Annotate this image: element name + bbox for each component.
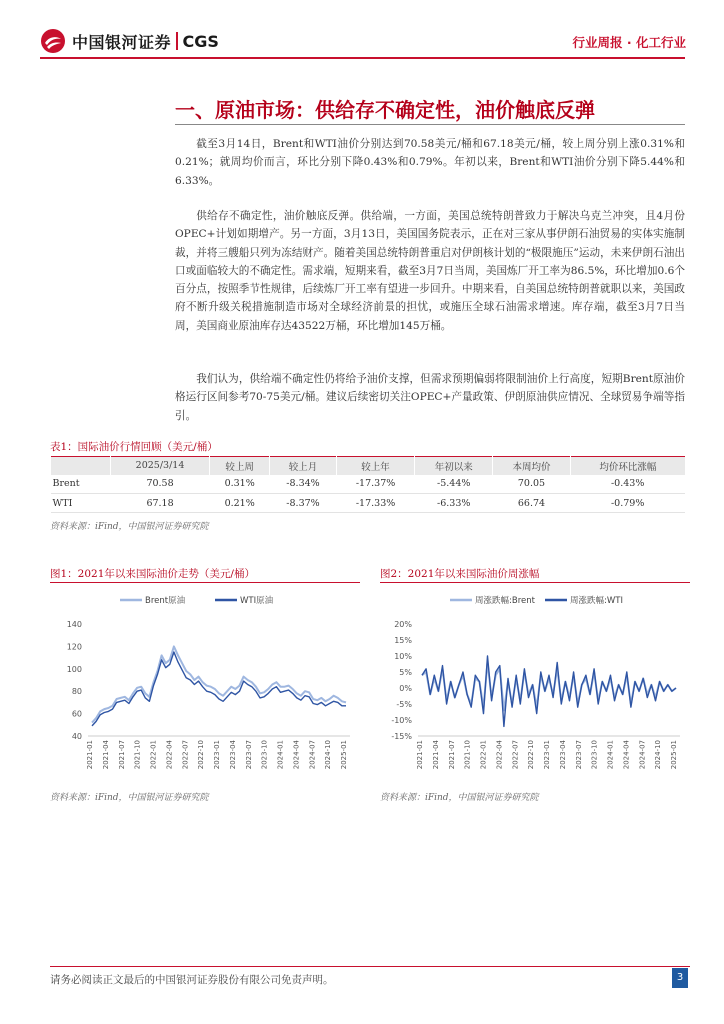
table-cell: -17.33% [336, 494, 415, 513]
figure1-legend-label: WTI原油 [240, 596, 274, 606]
figure2-y-tick-label: 15% [394, 636, 412, 645]
table-cell: -6.33% [415, 494, 493, 513]
figure2-y-tick-label: -15% [391, 732, 412, 741]
table-cell: -17.37% [336, 475, 415, 494]
figure2-legend-label: 周涨跌幅:WTI [570, 596, 623, 606]
figure2-x-tick-label: 2023-10 [590, 740, 599, 770]
oil-price-table [50, 456, 685, 513]
table-cell: 0.21% [210, 494, 270, 513]
figure1-x-tick-label: 2025-01 [340, 740, 348, 770]
header-divider [40, 57, 685, 59]
figure2-x-tick-label: 2022-10 [527, 740, 536, 770]
figure1-x-tick-label: 2023-01 [213, 740, 221, 770]
figure1-x-tick-label: 2021-07 [117, 740, 126, 770]
footer-disclaimer: 请务必阅读正文最后的中国银河证券股份有限公司免责声明。 [50, 974, 334, 986]
figure2-x-tick-label: 2024-07 [638, 740, 647, 770]
figure2-x-tick-label: 2021-07 [447, 740, 456, 770]
figure1-x-tick-label: 2023-04 [228, 740, 237, 770]
figure1-title: 图1：2021年以来国际油价走势（美元/桶） [50, 568, 255, 580]
table-cell: -0.79% [570, 494, 685, 513]
table-cell: Brent [51, 475, 111, 494]
brand-logo [40, 28, 219, 54]
figure1-y-tick-label: 80 [71, 687, 82, 697]
section-divider [175, 124, 685, 125]
figure2-chart [380, 588, 690, 788]
table-cell: -0.43% [570, 475, 685, 494]
table-cell: -8.34% [270, 475, 337, 494]
figure2-y-tick-label: -10% [391, 716, 412, 725]
figure1-divider [50, 582, 360, 583]
table-cell: 70.58 [111, 475, 210, 494]
figure2-x-tick-label: 2022-07 [511, 740, 520, 770]
figure1-x-tick-label: 2022-01 [149, 740, 158, 770]
figure1-x-tick-label: 2021-10 [133, 740, 142, 770]
figure2-x-tick-label: 2024-01 [606, 740, 615, 770]
table-cell: 67.18 [111, 494, 210, 513]
figure2-x-tick-label: 2024-04 [622, 740, 631, 770]
report-type: 行业周报 · 化工行业 [572, 35, 686, 50]
table-header-cell: 本周均价 [493, 457, 571, 475]
figure1-legend-label: Brent原油 [145, 596, 186, 606]
table-header-cell [51, 457, 111, 475]
table-cell: 0.31% [210, 475, 270, 494]
brand-name-en: CGS [182, 31, 219, 51]
figure1-x-tick-label: 2024-10 [324, 740, 333, 770]
figure2-y-tick-label: 20% [394, 620, 412, 629]
section-title: 一、原油市场：供给存不确定性，油价触底反弹 [175, 98, 595, 122]
figure2-source: 资料来源：iFind，中国银河证券研究院 [380, 793, 539, 803]
figure1-x-tick-label: 2024-01 [276, 740, 285, 770]
table-cell: -5.44% [415, 475, 493, 494]
table-header-cell: 较上月 [270, 457, 337, 475]
paragraph-outlook: 我们认为，供给端不确定性仍将给予油价支撑，但需求预期偏弱将限制油价上行高度，短期Brent原油价格运行区间参考70-75美元/桶。建议后续密切关注OPEC+产量政策、伊朗原油供应情况、全球贸易争端等指引。 [175, 373, 685, 422]
figure2-y-tick-label: -5% [396, 700, 412, 709]
table-cell: -8.37% [270, 494, 337, 513]
footer-divider [50, 966, 690, 967]
page-header [0, 0, 724, 62]
figure2-x-tick-label: 2023-07 [574, 740, 583, 770]
figure1-x-tick-label: 2024-07 [308, 740, 317, 770]
table-header-cell: 2025/3/14 [111, 457, 210, 475]
brand-name-cn: 中国银河证券 [72, 32, 172, 52]
figure2-title: 图2：2021年以来国际油价周涨幅 [380, 568, 540, 580]
figure2-divider [380, 582, 690, 583]
paragraph-supply-demand: 供给存不确定性，油价触底反弹。供给端，一方面，美国总统特朗普致力于解决乌克兰冲突，且4月份OPEC+计划如期增产。另一方面，3月13日，美国国务院表示，正在对三家从事伊朗石油贸易的实体实施制裁，并将三艘船只列为冻结财产。随着美国总统特朗普重启对伊朗核计划的“极限施压”运动，未来伊朗石油出口或面临较大的不确定性。需求端，短期来看，截至3月7日当周，美国炼厂开工率为86.5%，环比增加0.6个百分点，按照季节性规律，后续炼厂开工率有望进一步回升。中期来看，自美国总统特朗普就职以来，美国政府不断升级关税措施制造市场对全球经济前景的担忧，或施压全球石油需求增速。库存端，截至3月7日当周，美国商业原油库存达43522万桶，环比增加145万桶。 [175, 210, 685, 332]
figure1-source: 资料来源：iFind，中国银河证券研究院 [50, 793, 209, 803]
galaxy-logo-icon [40, 28, 66, 54]
table-row [51, 494, 686, 513]
figure1-x-tick-label: 2021-04 [101, 740, 110, 770]
figure1-x-tick-label: 2023-10 [260, 740, 269, 770]
figure2-x-tick-label: 2021-04 [431, 740, 440, 770]
table-header-cell: 较上周 [210, 457, 270, 475]
paragraph-price-summary: 截至3月14日，Brent和WTI油价分别达到70.58美元/桶和67.18美元/桶，较上周分别上涨0.31%和0.21%；就周均价而言，环比分别下降0.43%和0.79%。年初以来，Brent和WTI油价分别下降5.44%和6.33%。 [175, 138, 685, 187]
page-number: 3 [672, 968, 688, 988]
brand-separator [176, 32, 178, 50]
figure1-x-tick-label: 2022-10 [197, 740, 206, 770]
figure1-series-line [92, 646, 346, 722]
table-header-cell: 年初以来 [415, 457, 493, 475]
table-cell: WTI [51, 494, 111, 513]
figure1-y-tick-label: 140 [66, 620, 82, 629]
table-row [51, 475, 686, 494]
figure2-x-tick-label: 2022-04 [495, 740, 504, 770]
figure2-x-tick-label: 2024-10 [654, 740, 663, 770]
figure1-y-tick-label: 120 [66, 642, 82, 652]
table-title: 表1：国际油价行情回顾（美元/桶） [50, 441, 218, 453]
figure1-x-tick-label: 2022-04 [165, 740, 174, 770]
table-header-cell: 较上年 [336, 457, 415, 475]
figure1-x-tick-label: 2022-07 [181, 740, 190, 770]
table-cell: 66.74 [493, 494, 571, 513]
figure2-y-tick-label: 0% [399, 684, 412, 693]
figure2-series-line [422, 656, 676, 726]
figure2-x-tick-label: 2023-04 [558, 740, 567, 770]
figure1-y-tick-label: 60 [71, 709, 82, 719]
figure1-x-tick-label: 2023-07 [244, 740, 253, 770]
figure1-x-tick-label: 2021-01 [86, 740, 94, 770]
figure2-x-tick-label: 2022-01 [479, 740, 488, 770]
figure2-y-tick-label: 5% [399, 668, 412, 677]
figure2-series-line [422, 662, 676, 710]
figure2-x-tick-label: 2025-01 [670, 740, 678, 770]
figure1-chart [50, 588, 360, 788]
figure1-x-tick-label: 2024-04 [292, 740, 301, 770]
figure2-legend-label: 周涨跌幅:Brent [475, 596, 535, 606]
table-header-row [51, 457, 686, 475]
figure1-y-tick-label: 100 [66, 664, 82, 674]
figure2-y-tick-label: 10% [394, 652, 412, 661]
table-source: 资料来源：iFind，中国银河证券研究院 [50, 522, 209, 532]
figure2-x-tick-label: 2021-10 [463, 740, 472, 770]
table-cell: 70.05 [493, 475, 571, 494]
table-header-cell: 均价环比涨幅 [570, 457, 685, 475]
figure1-y-tick-label: 40 [71, 732, 82, 741]
figure2-x-tick-label: 2023-01 [543, 740, 551, 770]
figure1-series-line [92, 652, 346, 726]
figure2-x-tick-label: 2021-01 [416, 740, 424, 770]
